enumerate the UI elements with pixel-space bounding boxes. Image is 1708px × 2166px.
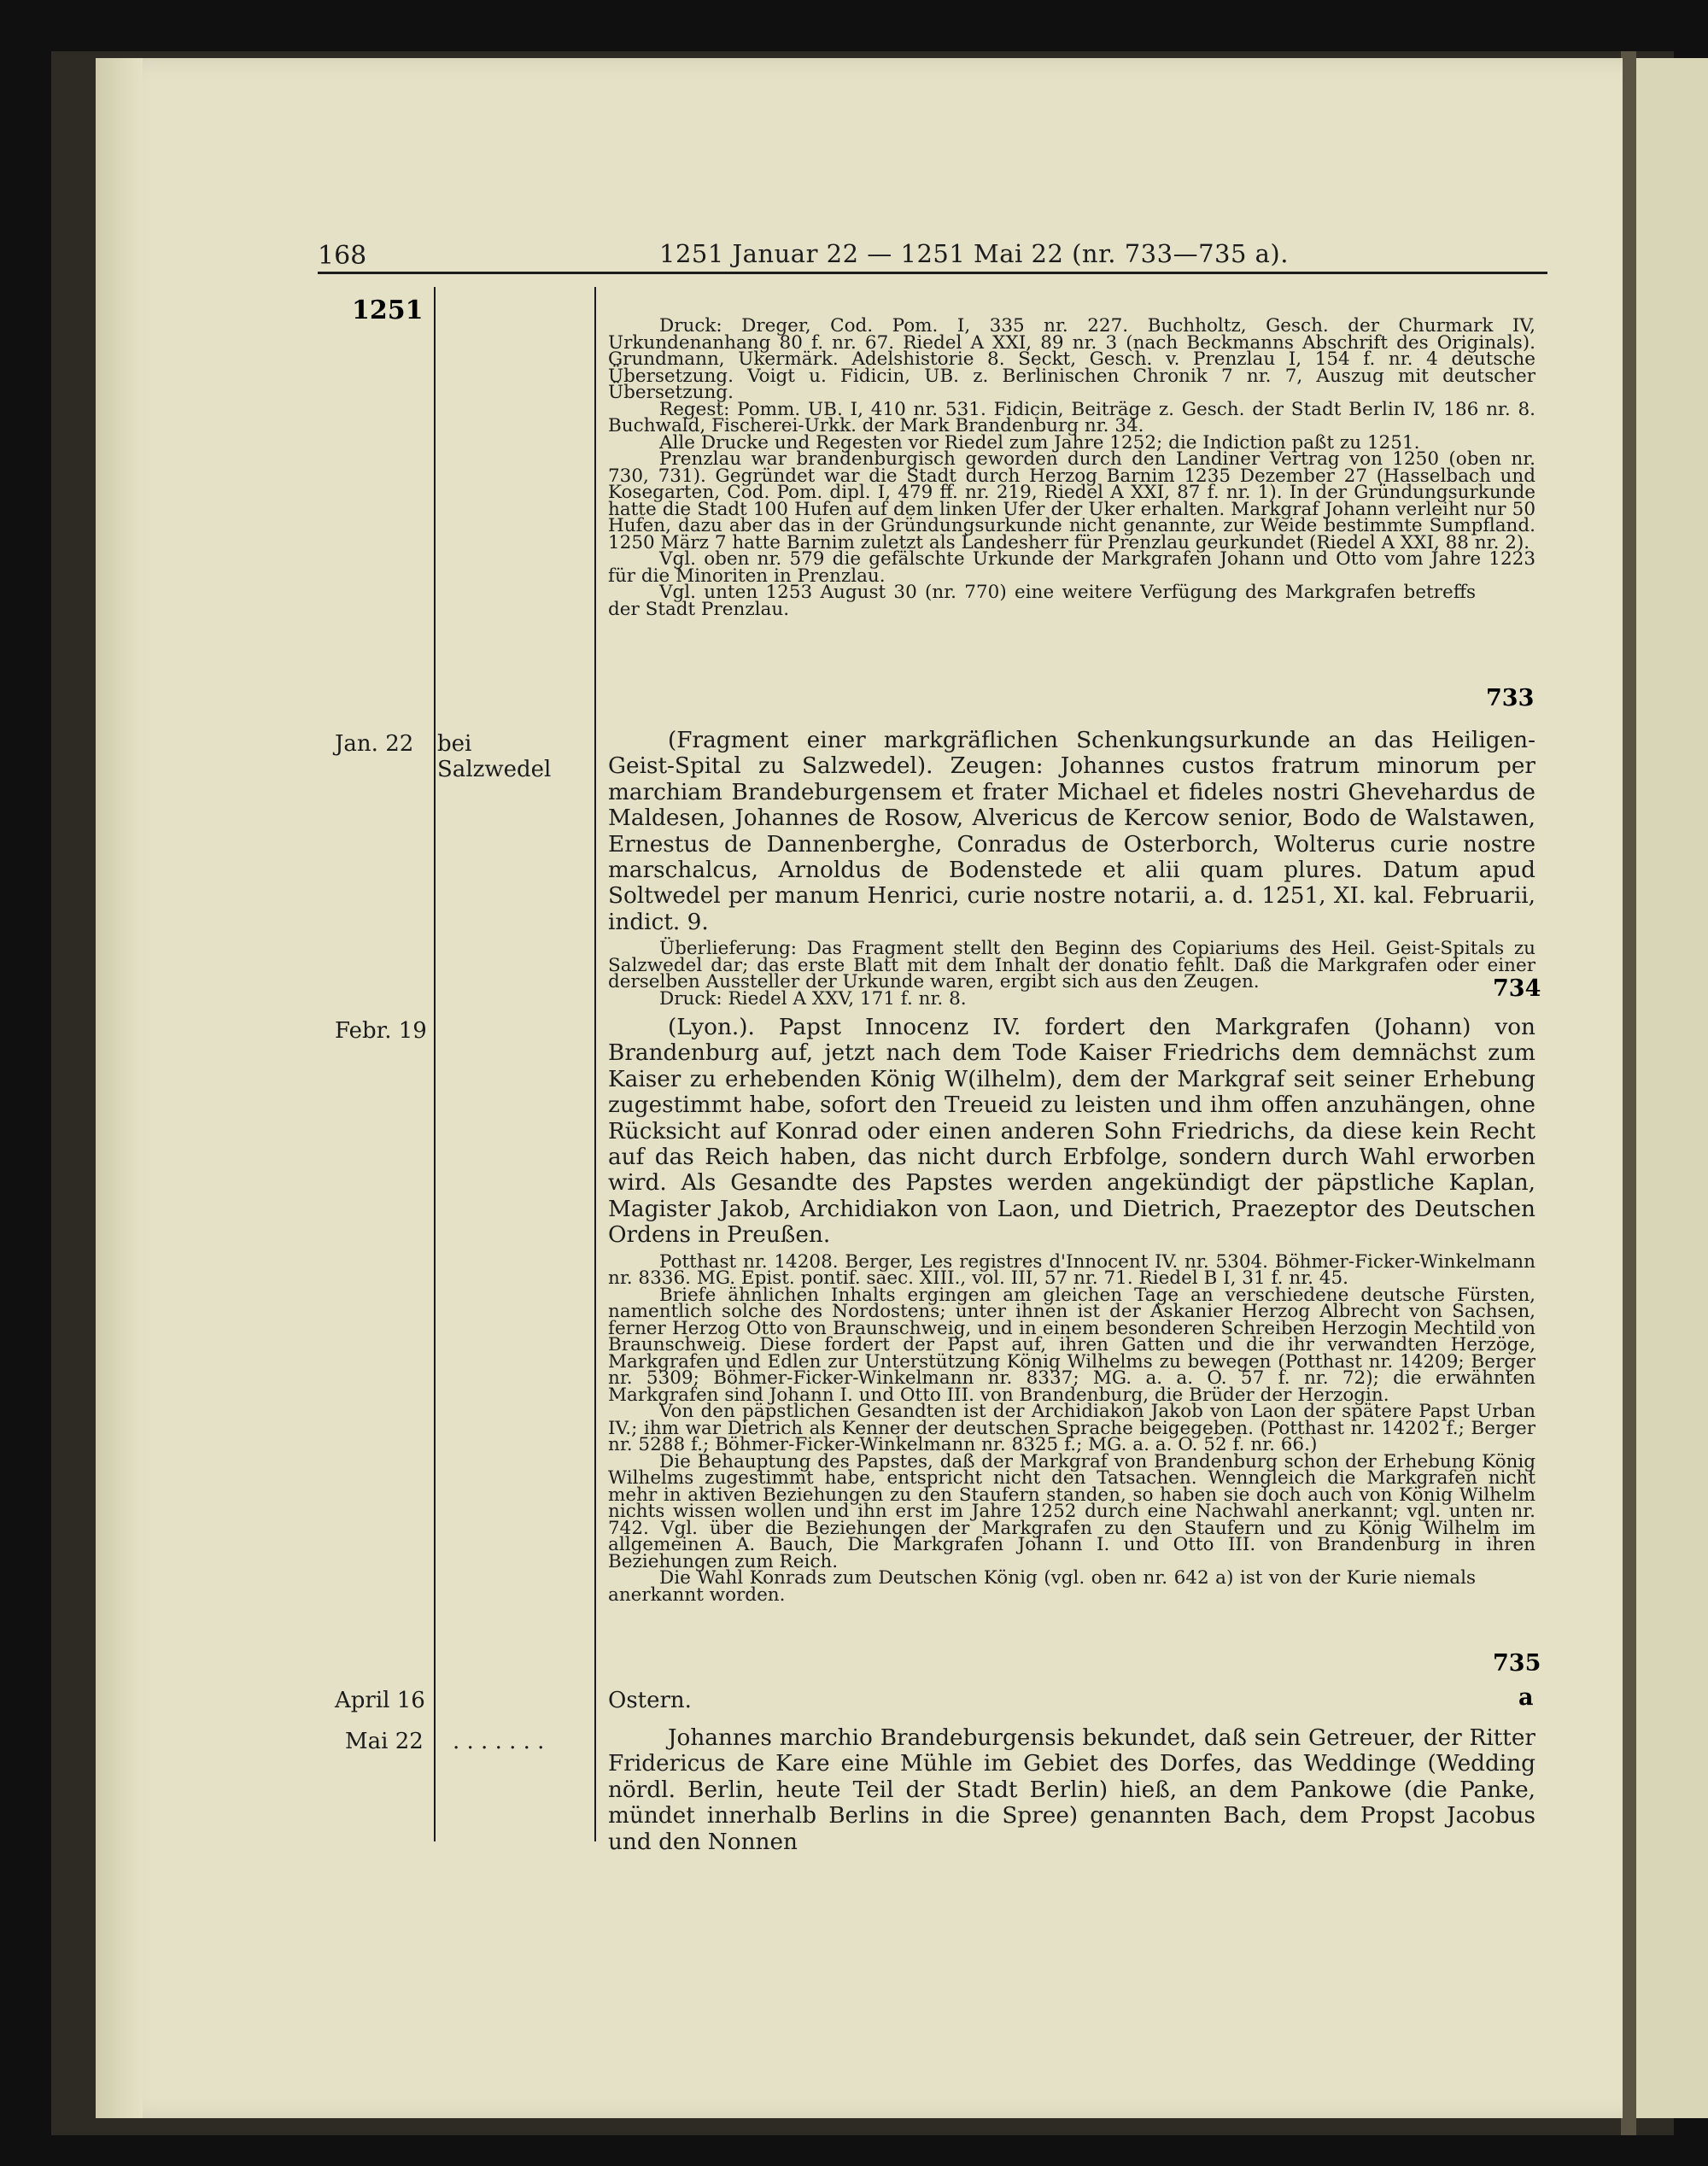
note-paragraph: Druck: Riedel A XXV, 171 f. nr. 8.	[659, 987, 967, 1010]
entry-date: Febr. 19	[335, 1018, 427, 1044]
place-column-rule	[594, 287, 596, 1841]
note-paragraph: Überlieferung: Das Fragment stellt den Beginn des Copiariums des Heil. Geist-Spitals zu Salzwedel dar; das erste Blatt mit dem Inhalt der donatio fehlt. Daß die Markgrafen oder einer derselben Aussteller der Urkunde waren, ergibt sich aus den Zeugen.	[608, 938, 1535, 993]
year-label: 1251	[352, 296, 424, 325]
date-column-rule	[434, 287, 436, 1841]
note-paragraph: Alle Drucke und Regesten vor Riedel zum Jahre 1252; die Indiction paßt zu 1251.	[659, 431, 1420, 454]
entry-text: Johannes marchio Brandeburgensis bekundet, daß sein Getreuer, der Ritter Fridericus de Kare eine Mühle im Gebiet des Dorfes, das Weddinge (Wedding nördl. Berlin, heute Teil der Stadt Berlin) hieß, an dem Pankowe (die Panke, mündet innerhalb Berlins in die Spree) genannten Bach, dem Propst Jacobus und den Nonnen	[608, 1725, 1535, 1855]
entry-number: a	[1518, 1684, 1534, 1711]
entry-733-notes	[608, 315, 1535, 620]
entry-text: (Fragment einer markgräflichen Schenkungsurkunde an das Heiligen-Geist-Spital zu Salzwedel). Zeugen: Johannes custos fratrum minorum per marchiam Brandeburgensem et frater Michael et fideles nostri Ghevehardus de Maldesen, Johannes de Rosow, Alvericus de Kercow senior, Bodo de Walstawen, Ernestus de Dannenberghe, Conradus de Osterborch, Wolterus curie nostre marschalcus, Arnoldus de Bodenstede et alii quam plures. Datum apud Soltwedel per manum Henrici, curie nostre notarii, a. d. 1251, XI. kal. Februarii, indict. 9.	[608, 728, 1535, 935]
book-gutter	[1621, 51, 1636, 2135]
note-paragraph: Die Wahl Konrads zum Deutschen König (vgl. oben nr. 642 a) ist von der Kurie niemals anerkannt worden.	[608, 1567, 1476, 1606]
entry-place: bei Salzwedel	[437, 731, 552, 782]
page-edge-shadow	[96, 58, 143, 2118]
note-paragraph: Briefe ähnlichen Inhalts ergingen am gleichen Tage an verschiedene deutsche Fürsten, namentlich solche des Nordostens; unter ihnen ist der Askanier Herzog Albrecht von Sachsen, ferner Herzog Otto von Braunschweig, und in einem besonderen Schreiben Herzogin Mechtild von Braunschweig. Diese fordert der Papst auf, ihren Gatten und die ihr verwandten Herzöge, Markgrafen und Edlen zur Unterstützung König Wilhelms zu bewegen (Potthast nr. 14209; Berger nr. 5309; Böhmer-Ficker-Winkelmann nr. 8337; MG. a. a. O. 57 f. nr. 72); die erwähnten Markgrafen sind Johann I. und Otto III. von Brandenburg, die Brüder der Herzogin.	[608, 1284, 1535, 1406]
note-paragraph: Von den päpstlichen Gesandten ist der Archidiakon Jakob von Laon der spätere Papst Urban IV.; ihm war Dietrich als Kenner der deutschen Sprache beigegeben. (Potthast nr. 14202 f.; Berger nr. 5288 f.; Böhmer-Ficker-Winkelmann nr. 8325 f.; MG. a. a. O. 52 f. nr. 66.)	[608, 1401, 1535, 1456]
entry-date: April 16	[335, 1688, 425, 1713]
entry-736	[608, 1725, 1535, 1855]
entry-text: (Lyon.). Papst Innocenz IV. fordert den Markgrafen (Johann) von Brandenburg auf, jetzt nach dem Tode Kaiser Friedrichs dem demnächst zum Kaiser zu erhebenden König W(ilhelm), dem der Markgraf seit seiner Erhebung zugestimmt habe, sofort den Treueid zu leisten und ihm offen anzuhängen, ohne Rücksicht auf Konrad oder einen anderen Sohn Friedrichs, da diese kein Recht auf das Reich haben, das nicht durch Erbfolge, sondern durch Wahl erworben wird. Als Gesandte des Papstes werden angekündigt der päpstliche Kaplan, Magister Jakob, Archidiakon von Laon, und Dietrich, Praezeptor des Deutschen Ordens in Preußen.	[608, 1015, 1535, 1249]
right-page-edge	[1633, 58, 1708, 2118]
entry-number: 734	[1493, 975, 1541, 1002]
note-paragraph: Prenzlau war brandenburgisch geworden durch den Landiner Vertrag von 1250 (oben nr. 730, 731). Gegründet war die Stadt durch Herzog Barnim 1235 Dezember 27 (Hasselbach und Kosegarten, Cod. Pom. dipl. I, 479 ff. nr. 219, Riedel A XXI, 87 f. nr. 1). In der Gründungsurkunde hatte die Stadt 100 Hufen auf dem linken Ufer der Uker erhalten. Markgraf Johann verleiht nur 50 Hufen, dazu aber das in der Gründungsurkunde nicht genannte, zur Weide bestimmte Sumpfland. 1250 März 7 hatte Barnim zuletzt als Landesherr für Prenzlau geurkundet (Riedel A XXI, 88 nr. 2).	[608, 448, 1535, 553]
entry-734	[608, 728, 1535, 1010]
entry-735	[608, 1015, 1535, 1606]
header-title: 1251 Januar 22 — 1251 Mai 22 (nr. 733—735 a).	[659, 239, 1289, 268]
note-paragraph: Vgl. oben nr. 579 die gefälschte Urkunde der Markgrafen Johann und Otto vom Jahre 1223 für die Minoriten in Prenzlau.	[608, 548, 1535, 587]
header-rule	[318, 272, 1547, 274]
entry-date: Jan. 22	[335, 731, 414, 757]
note-paragraph: Die Behauptung des Papstes, daß der Markgraf von Brandenburg schon der Erhebung König Wilhelms zugestimmt habe, entspricht nicht den Tatsachen. Wenngleich die Markgrafen nicht mehr in aktiven Beziehungen zu den Staufern standen, so haben sie doch auch von König Wilhelm nichts wissen wollen und ihn erst im Jahre 1252 durch eine Nachwahl anerkannt; vgl. unten nr. 742. Vgl. über die Beziehungen der Markgrafen zu den Staufern und zu König Wilhelm im allgemeinen A. Bauch, Die Markgrafen Johann I. und Otto III. von Brandenburg in ihren Beziehungen zum Reich.	[608, 1450, 1535, 1572]
entry-place: . . . . . . .	[453, 1729, 545, 1754]
entry-number: 733	[1486, 685, 1535, 711]
running-header	[318, 236, 1614, 273]
note-paragraph: Vgl. unten 1253 August 30 (nr. 770) eine weitere Verfügung des Markgrafen betreffs der Stadt Prenzlau.	[608, 582, 1476, 620]
entry-text: Ostern.	[608, 1688, 692, 1713]
note-paragraph: Druck: Dreger, Cod. Pom. I, 335 nr. 227. Buchholtz, Gesch. der Churmark IV, Urkundenanhang 80 f. nr. 67. Riedel A XXI, 89 nr. 3 (nach Beckmanns Abschrift des Originals). Grundmann, Ukermärk. Adelshistorie 8. Seckt, Gesch. v. Prenzlau I, 154 f. nr. 4 deutsche Übersetzung. Voigt u. Fidicin, UB. z. Berlinischen Chronik 7 nr. 7, Auszug mit deutscher Übersetzung.	[608, 315, 1535, 403]
note-paragraph: Potthast nr. 14208. Berger, Les registres d'Innocent IV. nr. 5304. Böhmer-Ficker-Winkelmann nr. 8336. MG. Epist. pontif. saec. XIII., vol. III, 57 nr. 71. Riedel B I, 31 f. nr. 45.	[608, 1250, 1535, 1290]
note-paragraph: Regest: Pomm. UB. I, 410 nr. 531. Fidicin, Beiträge z. Gesch. der Stadt Berlin IV, 186 nr. 8. Buchwald, Fischerei-Urkk. der Mark Brandenburg nr. 34.	[608, 398, 1535, 436]
entry-date: Mai 22	[345, 1729, 424, 1754]
entry-735a	[608, 1688, 1535, 1713]
entry-number: 735	[1493, 1650, 1541, 1677]
page-number: 168	[318, 241, 367, 271]
